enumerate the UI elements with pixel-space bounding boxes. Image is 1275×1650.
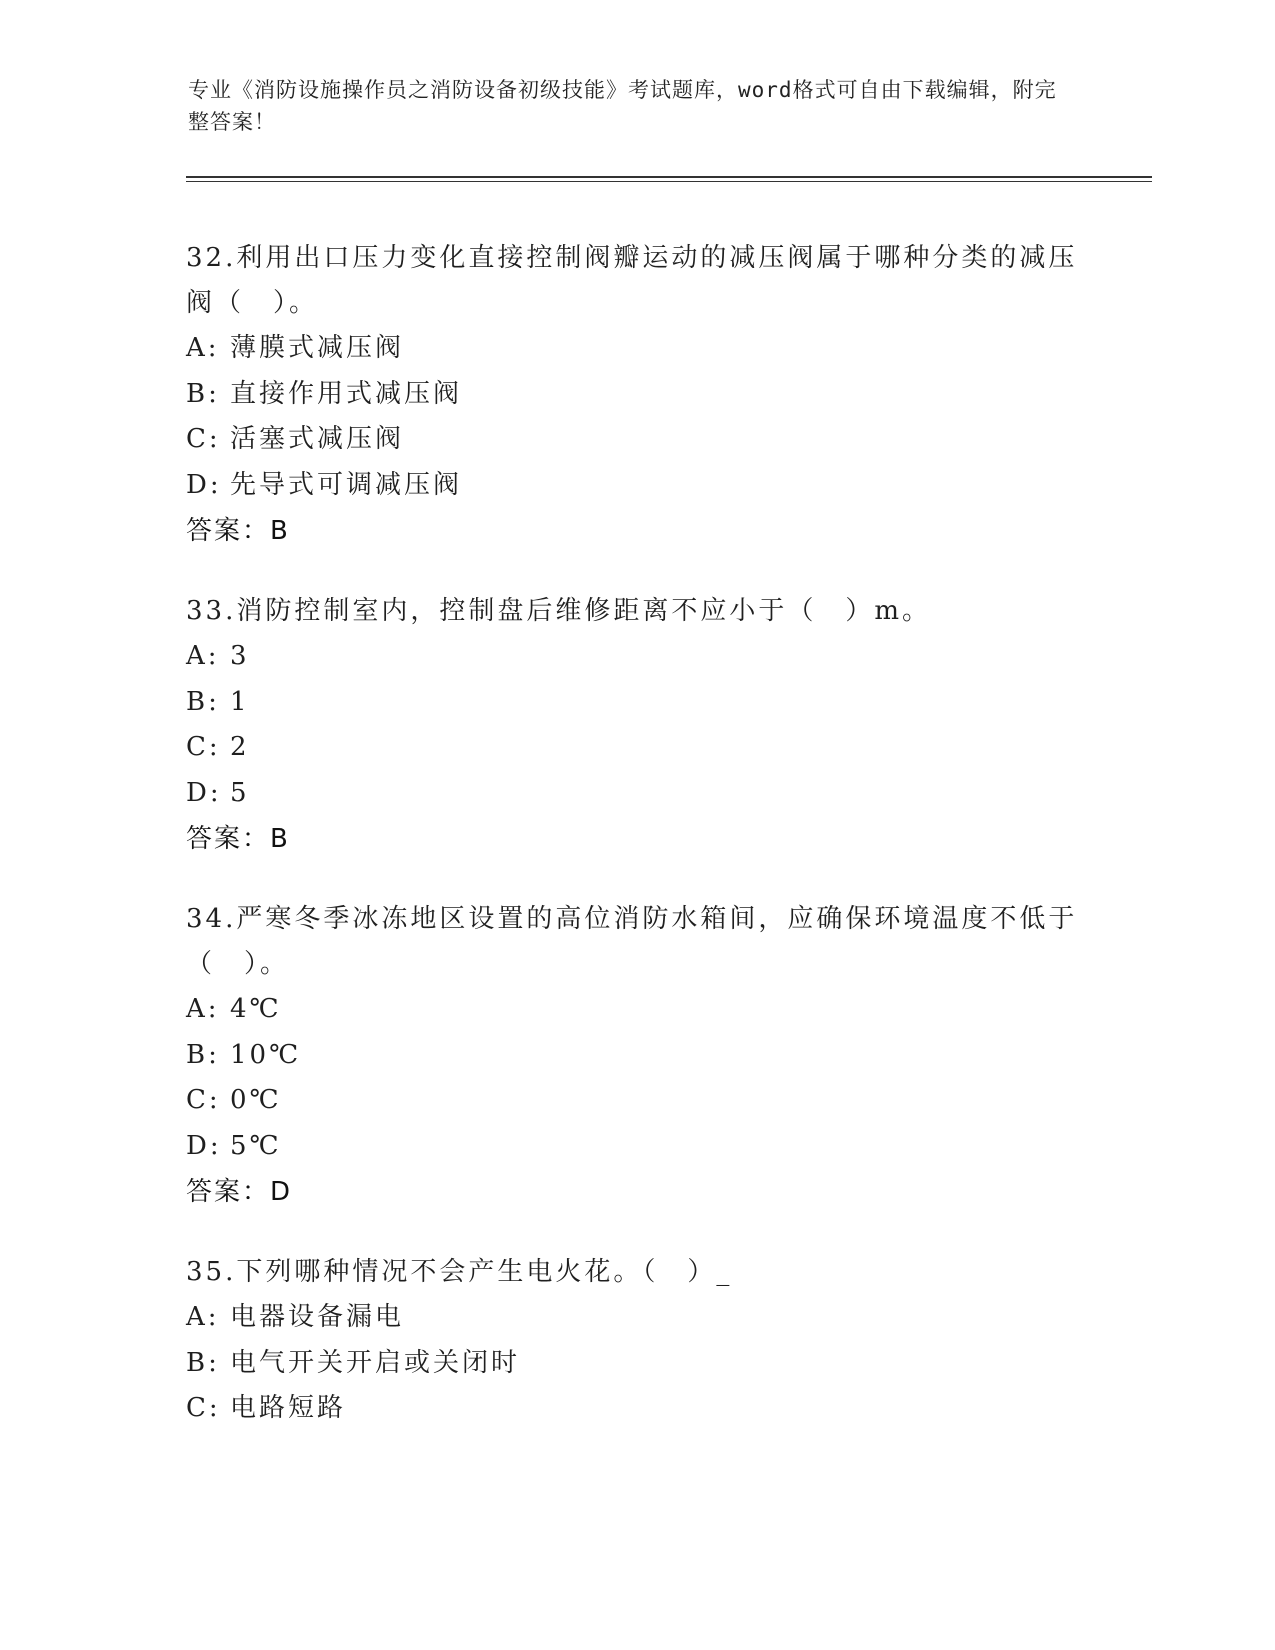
option-c [186,1386,1086,1432]
option-c [186,1078,1086,1124]
option-text: 电器设备漏电 [230,1302,405,1332]
question-stem: 34.严寒冬季冰冻地区设置的高位消防水箱间，应确保环境温度不低于（ ）。 [186,904,1078,979]
option-label: D: [186,1130,222,1161]
option-label: D: [186,777,222,808]
option-c [186,417,1086,463]
option-d [186,1124,1086,1170]
option-a [186,326,1086,372]
option-b [186,1033,1086,1079]
question-35 [186,1250,1086,1432]
option-text: 3 [230,641,250,671]
option-text: 10℃ [230,1039,302,1070]
header-rule-bottom [186,181,1152,182]
answer-line: 答案：B [186,516,290,546]
option-label: B: [186,686,220,717]
option-a [186,987,1086,1033]
option-text: 4℃ [230,994,282,1024]
option-text: 2 [230,732,250,762]
answer-line: 答案：B [186,824,290,854]
option-a [186,1295,1086,1341]
question-32 [186,236,1086,554]
question-list [186,236,1086,1467]
option-label: C: [186,732,221,762]
option-b [186,372,1086,418]
question-33 [186,589,1086,862]
option-label: C: [186,424,221,454]
option-c [186,725,1086,771]
header-rule-top [186,176,1152,178]
option-label: A: [186,641,220,671]
question-34 [186,897,1086,1215]
option-b [186,1341,1086,1387]
option-label: A: [186,333,220,363]
option-label: A: [186,1302,220,1332]
question-stem: 35.下列哪种情况不会产生电火花。（ ）_ [186,1257,733,1287]
option-text: 0℃ [230,1085,282,1115]
document-header: 专业《消防设施操作员之消防设备初级技能》考试题库，word格式可自由下载编辑，附完整答案！ [188,78,1057,134]
option-a [186,634,1086,680]
option-text: 电路短路 [230,1393,347,1423]
option-text: 5℃ [230,1130,282,1161]
option-label: B: [186,378,220,409]
option-label: A: [186,994,220,1024]
option-d [186,463,1086,509]
option-label: C: [186,1085,221,1115]
option-b [186,680,1086,726]
option-d [186,771,1086,817]
question-stem: 32.利用出口压力变化直接控制阀瓣运动的减压阀属于哪种分类的减压阀（ ）。 [186,243,1078,318]
option-text: 薄膜式减压阀 [230,333,405,363]
option-label: D: [186,469,222,500]
option-text: 1 [230,686,250,717]
question-stem: 33.消防控制室内，控制盘后维修距离不应小于（ ）m。 [186,596,932,626]
answer-line: 答案：D [186,1177,293,1207]
option-text: 活塞式减压阀 [230,424,405,454]
option-label: C: [186,1393,221,1423]
option-label: B: [186,1347,220,1378]
option-text: 5 [230,777,250,808]
option-label: B: [186,1039,220,1070]
option-text: 先导式可调减压阀 [230,469,463,500]
option-text: 直接作用式减压阀 [230,378,463,409]
option-text: 电气开关开启或关闭时 [230,1347,521,1378]
